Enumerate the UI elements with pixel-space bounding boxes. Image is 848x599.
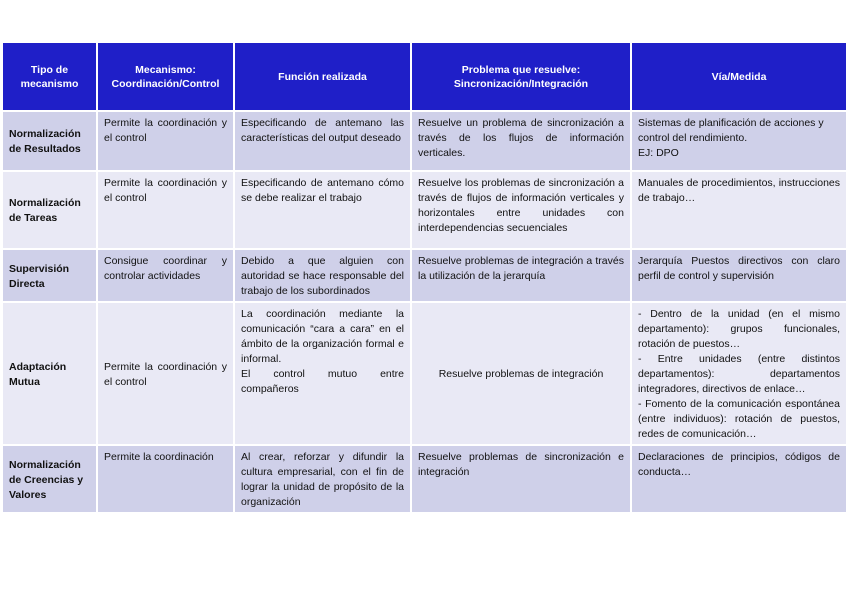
problem-cell: Resuelve problemas de integración [412,301,632,444]
problem-cell: Resuelve problemas de integración a través la utilización de la jerarquía [412,248,632,301]
table-header-row [3,43,846,110]
header-tipo: Tipo de mecanismo [3,43,98,110]
header-problema: Problema que resuelve: Sincronización/Integración [412,43,632,110]
coordination-mechanisms-table [3,43,846,512]
measure-line: EJ: DPO [638,147,679,159]
measure-line: Sistemas de planificación de acciones y control del rendimiento. [638,117,824,144]
function-line: La coordinación mediante la comunicación “cara a cara” en el ámbito de la organización formal e informal. [241,308,404,365]
function-cell [235,301,412,444]
function-cell: Debido a que alguien con autoridad se hace responsable del trabajo de los subordinados [235,248,412,301]
mechanism-cell: Permite la coordinación y el control [98,110,235,170]
measure-cell [632,110,846,170]
header-via: Vía/Medida [632,43,846,110]
function-cell: Especificando de antemano cómo se debe realizar el trabajo [235,170,412,248]
table-row [3,444,846,512]
measure-cell [632,301,846,444]
mechanism-cell: Permite la coordinación y el control [98,301,235,444]
measure-cell: Declaraciones de principios, códigos de conducta… [632,444,846,512]
row-type: Adaptación Mutua [3,301,98,444]
mechanism-cell: Consigue coordinar y controlar actividades [98,248,235,301]
function-line: El control mutuo entre compañeros [241,368,404,395]
measure-cell: Manuales de procedimientos, instrucciones de trabajo… [632,170,846,248]
problem-cell: Resuelve problemas de sincronización e integración [412,444,632,512]
measure-cell: Jerarquía Puestos directivos con claro perfil de control y supervisión [632,248,846,301]
measure-line: - Fomento de la comunicación espontánea (entre individuos): rotación de puestos, redes de comunicación… [638,398,840,440]
measure-line: - Entre unidades (entre distintos departamentos): departamentos integradores, directivos de enlace… [638,353,840,395]
header-mecanismo: Mecanismo: Coordinación/Control [98,43,235,110]
measure-line: - Dentro de la unidad (en el mismo departamento): grupos funcionales, rotación de puestos… [638,308,840,350]
mechanism-cell: Permite la coordinación y el control [98,170,235,248]
table-row [3,301,846,444]
mechanism-cell: Permite la coordinación [98,444,235,512]
problem-cell: Resuelve un problema de sincronización a través de los flujos de información verticales. [412,110,632,170]
table-row [3,170,846,248]
table-row [3,248,846,301]
function-cell: Al crear, reforzar y difundir la cultura empresarial, con el fin de lograr la unidad de propósito de la organización [235,444,412,512]
row-type: Normalización de Creencias y Valores [3,444,98,512]
table-row [3,110,846,170]
function-cell: Especificando de antemano las características del output deseado [235,110,412,170]
problem-cell: Resuelve los problemas de sincronización a través de flujos de información verticales y horizontales entre unidades con interdependencias secuenciales [412,170,632,248]
header-funcion: Función realizada [235,43,412,110]
row-type: Normalización de Tareas [3,170,98,248]
row-type: Supervisión Directa [3,248,98,301]
row-type: Normalización de Resultados [3,110,98,170]
